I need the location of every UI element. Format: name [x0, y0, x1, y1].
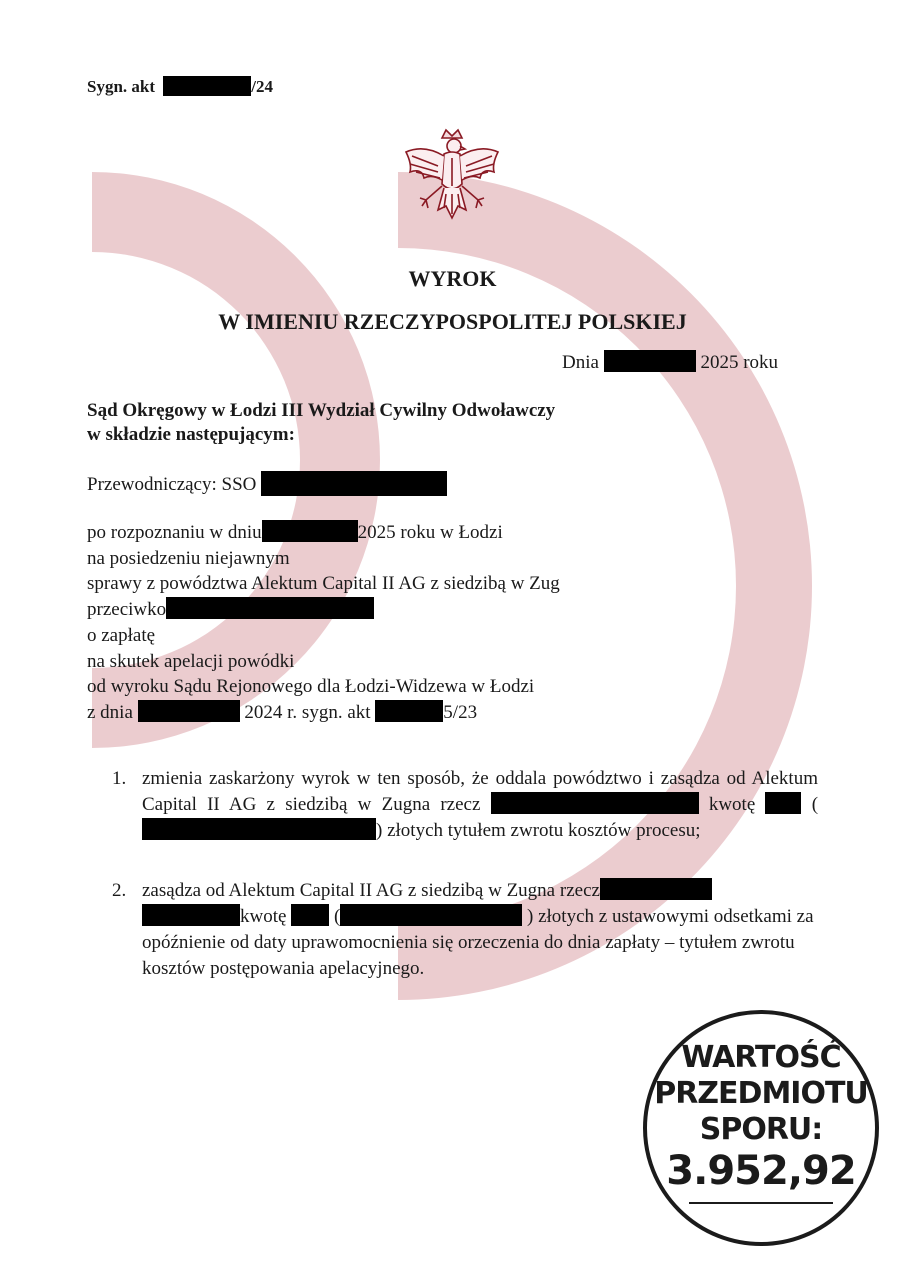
redaction-box: [491, 792, 699, 814]
document-subtitle: W IMIENIU RZECZYPOSPOLITEJ POLSKIEJ: [218, 309, 687, 334]
case-ref-label: Sygn. akt: [87, 77, 156, 96]
badge-value: 3.952,92: [666, 1148, 856, 1194]
item-number: 2.: [112, 880, 127, 901]
presiding-judge: Przewodniczący: SSO: [87, 471, 447, 496]
case-line: po rozpoznaniu w dniu 2025 roku w Łodzi: [87, 522, 503, 543]
redaction-box: [163, 76, 251, 96]
dispute-value-badge: [641, 1004, 881, 1264]
item-number: 1.: [112, 768, 127, 789]
redaction-box: [142, 818, 376, 840]
case-details: [87, 520, 560, 726]
ruling-item-2: [112, 878, 818, 982]
redaction-box: [765, 792, 801, 814]
redaction-box: [600, 878, 712, 900]
redaction-box: [375, 700, 443, 722]
ruling-item-1: [112, 766, 818, 844]
redaction-box: [291, 904, 329, 926]
polish-eagle-icon: [402, 128, 502, 232]
redaction-box: [166, 597, 374, 619]
judgment-date: Dnia 2025 roku: [562, 352, 779, 373]
case-line: przeciwko: [87, 597, 560, 623]
redaction-box: [138, 700, 240, 722]
badge-label-line2: PRZEDMIOTU: [654, 1076, 868, 1111]
item-text: zmienia zaskarżony wyrok w ten sposób, że oddala powództwo i zasądza od Alektum Capital II AG z siedzibą w Zugna rzecz kwotę () złotych tytułem zwrotu kosztów procesu;: [142, 768, 819, 841]
case-line: o zapłatę: [87, 624, 156, 646]
badge-label-line1: WARTOŚĆ: [681, 1040, 841, 1075]
case-ref-suffix: /24: [251, 77, 274, 96]
case-line: na skutek apelacji powódki: [87, 650, 295, 672]
redaction-box: [604, 350, 696, 372]
redaction-box: [340, 904, 522, 926]
item-text: zasądza od Alektum Capital II AG z siedzibą w Zugna rzecz kwotę ( ) złotych z ustawowymi odsetkami za opóźnienie od daty uprawomocnienia się orzeczenia do dnia zapłaty – tytułem zwrotu kosztów postępowania apelacyjnego.: [142, 880, 814, 979]
redaction-box: [142, 904, 240, 926]
document-title: WYROK: [408, 266, 497, 291]
badge-label-line3: SPORU:: [699, 1112, 823, 1147]
case-line: na posiedzeniu niejawnym: [87, 547, 290, 569]
case-reference: [87, 76, 273, 97]
case-line: sprawy z powództwa Alektum Capital II AG z siedzibą w Zug: [87, 573, 560, 595]
case-line: z dnia 2024 r. sygn. akt 5/23: [87, 701, 478, 723]
court-name: Sąd Okręgowy w Łodzi III Wydział Cywilny Odwoławczy w składzie następującym:: [87, 400, 556, 445]
case-line: od wyroku Sądu Rejonowego dla Łodzi-Widzewa w Łodzi: [87, 676, 535, 698]
badge-underline: [689, 1202, 833, 1204]
redaction-box: [261, 471, 447, 496]
redaction-box: [262, 520, 358, 542]
